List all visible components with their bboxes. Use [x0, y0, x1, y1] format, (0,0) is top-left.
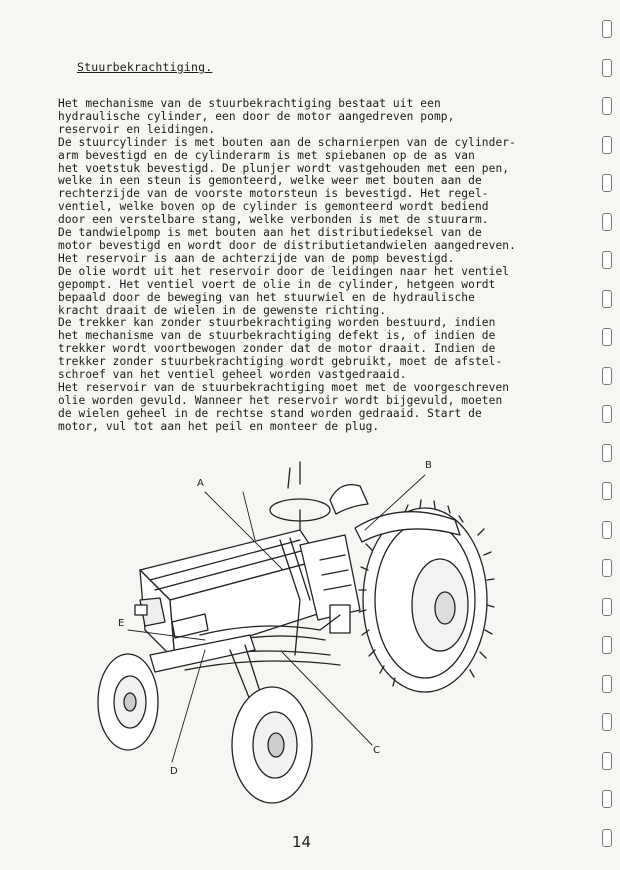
text-line: het voetstuk bevestigd. De plunjer wordt vastgehouden met een pen,: [58, 161, 510, 175]
binding-ring: [602, 328, 612, 346]
body-paragraph: [58, 98, 588, 434]
callout-a: A: [197, 478, 204, 489]
text-line: De olie wordt uit het reservoir door de leidingen naar het ventiel: [58, 264, 510, 278]
binding-ring: [602, 251, 612, 269]
binding-ring: [602, 367, 612, 385]
binding-ring: [602, 713, 612, 731]
binding-ring: [602, 482, 612, 500]
tractor-drawing: [0, 440, 620, 820]
text-line: De tandwielpomp is met bouten aan het distributiedeksel van de: [58, 226, 482, 240]
text-line: de wielen geheel in de rechtse stand worden gedraaid. Start de: [58, 406, 482, 420]
binding-ring: [602, 598, 612, 616]
front-left-wheel: [98, 654, 158, 750]
binding-ring: [602, 636, 612, 654]
binding-ring: [602, 59, 612, 77]
text-line: gepompt. Het ventiel voert de olie in de cylinder, hetgeen wordt: [58, 277, 496, 291]
text-line: het mechanisme van de stuurbekrachtiging defekt is, of indien de: [58, 329, 496, 343]
text-line: schroef van het ventiel geheel worden vastgedraaid.: [58, 368, 407, 382]
binding-ring: [602, 290, 612, 308]
text-line: ventiel, welke boven op de cylinder is gemonteerd wordt bediend: [58, 200, 489, 214]
callout-c: C: [373, 745, 380, 756]
text-line: welke in een steun is gemonteerd, welke weer met bouten aan de: [58, 174, 482, 188]
binding-ring: [602, 20, 612, 38]
binding-ring: [602, 97, 612, 115]
text-line: Het reservoir van de stuurbekrachtiging moet met de voorgeschreven: [58, 380, 510, 394]
text-line: olie worden gevuld. Wanneer het reservoir wordt bijgevuld, moeten: [58, 393, 503, 407]
binding-ring: [602, 136, 612, 154]
binding-ring: [602, 752, 612, 770]
callout-d: D: [170, 766, 178, 777]
callout-b: B: [425, 460, 432, 471]
binding-ring: [602, 675, 612, 693]
text-line: De trekker kan zonder stuurbekrachtiging worden bestuurd, indien: [58, 316, 496, 330]
binding-ring: [602, 559, 612, 577]
ring-binding: [600, 20, 614, 870]
binding-ring: [602, 790, 612, 808]
text-line: kracht draait de wielen in de gewenste richting.: [58, 303, 387, 317]
text-line: motor bevestigd en wordt door de distributietandwielen aangedreven.: [58, 238, 516, 252]
text-line: arm bevestigd en de cylinderarm is met spiebanen op de as van: [58, 148, 475, 162]
binding-ring: [602, 213, 612, 231]
text-line: Het reservoir is aan de achterzijde van de pomp bevestigd.: [58, 251, 455, 265]
text-line: reservoir en leidingen.: [58, 122, 216, 136]
binding-ring: [602, 405, 612, 423]
binding-ring: [602, 521, 612, 539]
callout-e: E: [118, 618, 125, 629]
text-line: motor, vul tot aan het peil en monteer de plug.: [58, 419, 380, 433]
text-line: De stuurcylinder is met bouten aan de scharnierpen van de cylinder-: [58, 135, 516, 149]
text-line: Het mechanisme van de stuurbekrachtiging bestaat uit een: [58, 97, 441, 110]
page-number: 14: [292, 833, 312, 851]
front-right-wheel: [232, 687, 312, 803]
section-heading: Stuurbekrachtiging.: [77, 60, 213, 74]
text-line: rechterzijde van de voorste motorsteun is bevestigd. Het regel-: [58, 187, 489, 201]
binding-ring: [602, 829, 612, 847]
tractor-illustration: [0, 440, 620, 820]
text-line: trekker wordt voortbewogen zonder dat de motor draait. Indien de: [58, 342, 496, 356]
text-line: hydraulische cylinder, een door de motor aangedreven pomp,: [58, 109, 455, 123]
text-line: trekker zonder stuurbekrachtiging wordt gebruikt, moet de afstel-: [58, 355, 503, 369]
text-line: door een verstelbare stang, welke verbonden is met de stuurarm.: [58, 213, 489, 227]
binding-ring: [602, 174, 612, 192]
binding-ring: [602, 444, 612, 462]
text-line: bepaald door de beweging van het stuurwiel en de hydraulische: [58, 290, 475, 304]
